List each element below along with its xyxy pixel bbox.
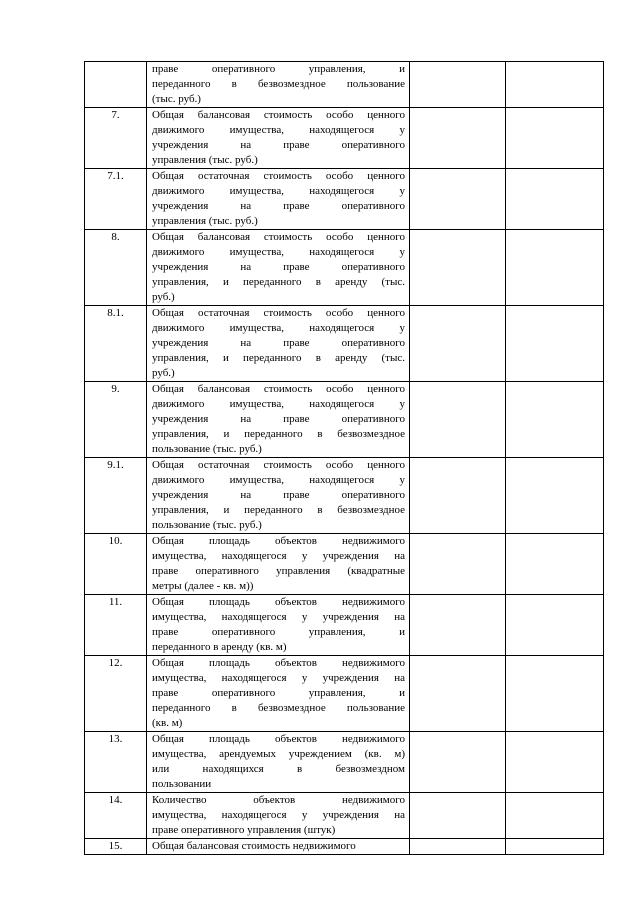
description-line: Общая балансовая стоимость особо ценного xyxy=(152,231,405,243)
indicator-description-cell xyxy=(147,108,410,169)
indicator-description-cell xyxy=(147,62,410,108)
value-cell-reporting-year xyxy=(506,108,604,169)
value-cell-reporting-year xyxy=(506,306,604,382)
description-line: движимого имущества, находящегося у xyxy=(152,474,405,486)
description-line: Общая площадь объектов недвижимого xyxy=(152,596,405,608)
row-number: 11. xyxy=(108,596,123,608)
row-number: 9. xyxy=(111,383,120,395)
description-line: праве оперативного управления, и xyxy=(152,626,405,638)
value-cell-reporting-year xyxy=(506,62,604,108)
table-row xyxy=(85,839,604,855)
description-line: управления, и переданного в безвозмездное xyxy=(152,428,405,440)
table-row xyxy=(85,732,604,793)
value-cell-reporting-year xyxy=(506,595,604,656)
description-line: Общая балансовая стоимость недвижимого xyxy=(152,840,356,852)
description-line: имущества, находящегося у учреждения на xyxy=(152,611,405,623)
description-line: движимого имущества, находящегося у xyxy=(152,246,405,258)
table-row xyxy=(85,656,604,732)
row-number: 7.1. xyxy=(107,170,124,182)
description-line: праве оперативного управления (квадратные xyxy=(152,565,405,577)
description-line: праве оперативного управления, и xyxy=(152,687,405,699)
description-line: Общая балансовая стоимость особо ценного xyxy=(152,383,405,395)
description-line: руб.) xyxy=(152,367,175,379)
row-number-cell xyxy=(85,656,147,732)
description-line: Количество объектов недвижимого xyxy=(152,794,405,806)
value-cell-reporting-year xyxy=(506,839,604,855)
description-line: учреждения на праве оперативного xyxy=(152,200,405,212)
value-cell-previous-year xyxy=(410,732,506,793)
value-cell-previous-year xyxy=(410,656,506,732)
value-cell-previous-year xyxy=(410,534,506,595)
table-row xyxy=(85,595,604,656)
description-line: имущества, находящегося у учреждения на xyxy=(152,672,405,684)
value-cell-previous-year xyxy=(410,458,506,534)
table-row xyxy=(85,382,604,458)
description-line: движимого имущества, находящегося у xyxy=(152,322,405,334)
description-line: Общая площадь объектов недвижимого xyxy=(152,657,405,669)
description-line: движимого имущества, находящегося у xyxy=(152,398,405,410)
description-line: Общая балансовая стоимость особо ценного xyxy=(152,109,405,121)
description-line: имущества, находящегося у учреждения на xyxy=(152,550,405,562)
row-number-cell xyxy=(85,793,147,839)
description-line: праве оперативного управления (штук) xyxy=(152,824,336,836)
table-row xyxy=(85,458,604,534)
value-cell-reporting-year xyxy=(506,732,604,793)
value-cell-previous-year xyxy=(410,62,506,108)
table-row xyxy=(85,534,604,595)
description-line: метры (далее - кв. м)) xyxy=(152,580,254,592)
row-number-cell xyxy=(85,169,147,230)
table-row xyxy=(85,108,604,169)
row-number-cell xyxy=(85,62,147,108)
row-number-cell xyxy=(85,534,147,595)
value-cell-previous-year xyxy=(410,595,506,656)
description-line: учреждения на праве оперативного xyxy=(152,337,405,349)
row-number: 8.1. xyxy=(107,307,124,319)
indicator-description-cell xyxy=(147,656,410,732)
indicator-description-cell xyxy=(147,595,410,656)
description-line: управления, и переданного в аренду (тыс. xyxy=(152,276,405,288)
indicator-description-cell xyxy=(147,230,410,306)
description-line: управления (тыс. руб.) xyxy=(152,215,258,227)
indicator-description-cell xyxy=(147,382,410,458)
value-cell-previous-year xyxy=(410,793,506,839)
row-number-cell xyxy=(85,382,147,458)
row-number-cell xyxy=(85,458,147,534)
description-line: движимого имущества, находящегося у xyxy=(152,124,405,136)
description-line: Общая остаточная стоимость особо ценного xyxy=(152,170,405,182)
description-line: учреждения на праве оперативного xyxy=(152,261,405,273)
description-line: учреждения на праве оперативного xyxy=(152,413,405,425)
description-line: переданного в безвозмездное пользование xyxy=(152,78,405,90)
description-line: учреждения на праве оперативного xyxy=(152,489,405,501)
description-line: имущества, арендуемых учреждением (кв. м) xyxy=(152,748,405,760)
value-cell-previous-year xyxy=(410,230,506,306)
description-line: пользование (тыс. руб.) xyxy=(152,519,262,531)
table-body xyxy=(85,62,604,855)
row-number-cell xyxy=(85,732,147,793)
description-line: праве оперативного управления, и xyxy=(152,63,405,75)
description-line: (кв. м) xyxy=(152,717,183,729)
row-number: 13. xyxy=(108,733,123,745)
indicator-description-cell xyxy=(147,839,410,855)
table-row xyxy=(85,169,604,230)
description-line: управления, и переданного в аренду (тыс. xyxy=(152,352,405,364)
indicator-description-cell xyxy=(147,169,410,230)
value-cell-reporting-year xyxy=(506,656,604,732)
value-cell-previous-year xyxy=(410,839,506,855)
value-cell-previous-year xyxy=(410,306,506,382)
row-number: 9.1. xyxy=(107,459,124,471)
description-line: имущества, находящегося у учреждения на xyxy=(152,809,405,821)
row-number-cell xyxy=(85,595,147,656)
value-cell-reporting-year xyxy=(506,230,604,306)
description-line: учреждения на праве оперативного xyxy=(152,139,405,151)
value-cell-previous-year xyxy=(410,169,506,230)
row-number: 10. xyxy=(108,535,123,547)
description-line: движимого имущества, находящегося у xyxy=(152,185,405,197)
table-row xyxy=(85,793,604,839)
value-cell-previous-year xyxy=(410,382,506,458)
description-line: Общая остаточная стоимость особо ценного xyxy=(152,459,405,471)
description-line: переданного в аренду (кв. м) xyxy=(152,641,287,653)
row-number: 7. xyxy=(111,109,120,121)
row-number-cell xyxy=(85,839,147,855)
row-number: 12. xyxy=(108,657,123,669)
description-line: Общая площадь объектов недвижимого xyxy=(152,733,405,745)
value-cell-reporting-year xyxy=(506,458,604,534)
description-line: Общая остаточная стоимость особо ценного xyxy=(152,307,405,319)
value-cell-reporting-year xyxy=(506,169,604,230)
indicator-description-cell xyxy=(147,793,410,839)
indicator-description-cell xyxy=(147,458,410,534)
row-number: 14. xyxy=(108,794,123,806)
description-line: управления, и переданного в безвозмездное xyxy=(152,504,405,516)
table-row xyxy=(85,230,604,306)
description-line: пользовании xyxy=(152,778,212,790)
description-line: переданного в безвозмездное пользование xyxy=(152,702,405,714)
value-cell-reporting-year xyxy=(506,382,604,458)
row-number-cell xyxy=(85,306,147,382)
row-number-cell xyxy=(85,108,147,169)
row-number: 8. xyxy=(111,231,120,243)
description-line: управления (тыс. руб.) xyxy=(152,154,258,166)
indicator-description-cell xyxy=(147,306,410,382)
row-number-cell xyxy=(85,230,147,306)
indicator-description-cell xyxy=(147,732,410,793)
value-cell-reporting-year xyxy=(506,793,604,839)
description-line: Общая площадь объектов недвижимого xyxy=(152,535,405,547)
description-line: (тыс. руб.) xyxy=(152,93,201,105)
row-number: 15. xyxy=(108,840,123,852)
value-cell-reporting-year xyxy=(506,534,604,595)
description-line: руб.) xyxy=(152,291,175,303)
description-line: или находящихся в безвозмездном xyxy=(152,763,405,775)
property-report-table xyxy=(84,61,604,855)
value-cell-previous-year xyxy=(410,108,506,169)
description-line: пользование (тыс. руб.) xyxy=(152,443,262,455)
table-row xyxy=(85,62,604,108)
table-row xyxy=(85,306,604,382)
indicator-description-cell xyxy=(147,534,410,595)
